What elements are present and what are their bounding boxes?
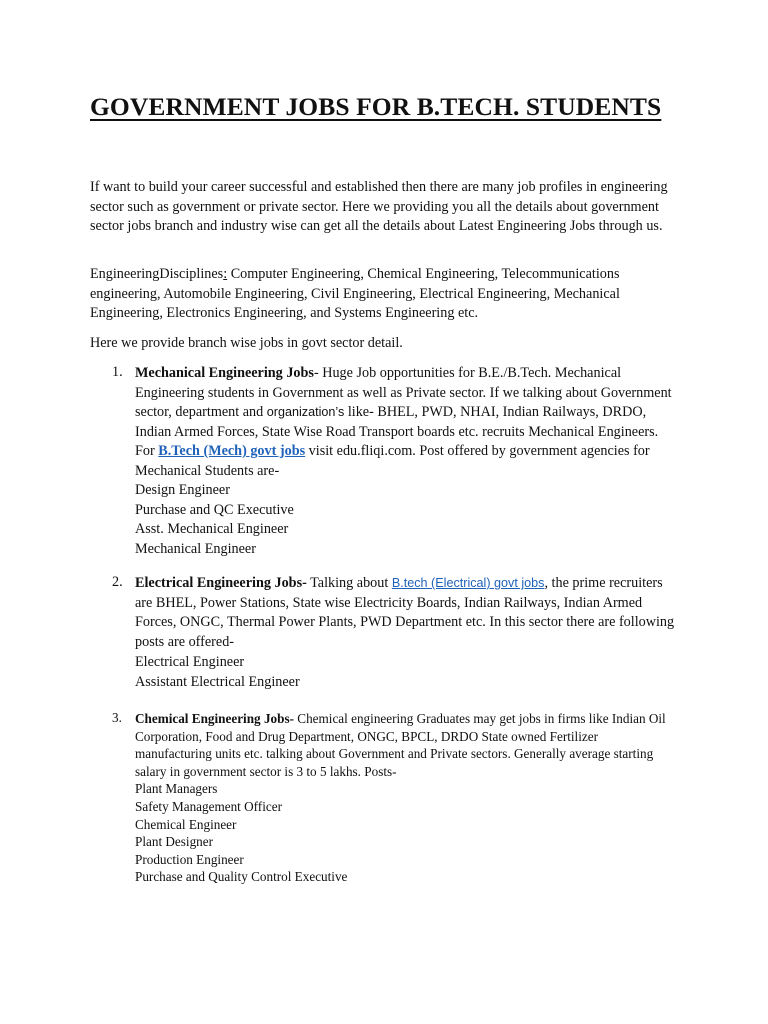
item-text: like- BHEL, PWD, NHAI, Indian Railways, DRDO, Indian Armed Forces, State Wise Road Transport boards etc. recruits Mechanical Engineers. For: [135, 404, 659, 459]
post-item: Purchase and Quality Control Executive: [135, 869, 348, 885]
post-item: Plant Designer: [135, 834, 214, 850]
disciplines-label: EngineeringDisciplines: [90, 266, 224, 282]
post-item: Chemical Engineer: [135, 816, 237, 832]
item-text: Chemical engineering Graduates may get jobs in firms like Indian Oil Corporation, Food and Drug Department, ONGC, BPCL, DRDO State owned Fertilizer manufacturing units etc. talking about Government and Private sectors. Generally average starting salary in government sector is 3 to 5 lakhs. Posts-: [135, 711, 666, 779]
list-number: 3.: [112, 710, 122, 725]
item-text: Talking about: [306, 575, 392, 591]
intro-paragraph: If want to build your career successful and established then there are many job profiles in engineering sector such as government or private sector. Here we providing you all the details about government sector jobs branch and industry wise can get all the details about Latest Engineering Jobs through us.: [90, 179, 668, 235]
post-item: Production Engineer: [135, 851, 244, 867]
item-body: [135, 364, 675, 559]
item-heading: Mechanical Engineering Jobs: [135, 365, 314, 381]
organization-word: organization’s: [266, 405, 345, 419]
post-item: Assistant Electrical Engineer: [135, 673, 300, 690]
list-number: 2.: [112, 574, 123, 590]
post-item: Design Engineer: [135, 482, 230, 498]
item-body: [135, 574, 675, 692]
post-item: Asst. Mechanical Engineer: [135, 521, 289, 537]
page-title: GOVERNMENT JOBS FOR B.TECH. STUDENTS: [90, 92, 662, 121]
item-body: [135, 710, 675, 886]
item-text: , the prime recruiters are BHEL, Power Stations, State wise Electricity Boards, Indian Railways, Indian Armed Forces, ONGC, Thermal Power Plants, PWD Department etc. In this sector there are following posts are offered-: [135, 575, 675, 651]
post-item: Plant Managers: [135, 781, 218, 797]
disciplines-colon: :: [223, 266, 228, 282]
electrical-govt-jobs-link[interactable]: B.tech (Electrical) govt jobs: [391, 576, 545, 590]
disciplines-text: Computer Engineering, Chemical Engineering, Telecommunications engineering, Automobile Engineering, Civil Engineering, Electrical Engineering, Mechanical Engineering, Electronics Engineering, and Systems Engineering etc.: [90, 266, 620, 322]
item-text: - Huge Job opportunities for B.E./B.Tech. Mechanical Engineering students in Government as well as Private sector. If we talking about Government sector, department and: [135, 365, 672, 420]
post-item: Safety Management Officer: [135, 798, 282, 814]
branch-intro: Here we provide branch wise jobs in govt sector detail.: [90, 335, 403, 351]
item-text: visit edu.fliqi.com. Post offered by government agencies for Mechanical Students are-: [135, 443, 650, 479]
item-heading: Electrical Engineering Jobs-: [135, 575, 307, 591]
mech-govt-jobs-link[interactable]: B.Tech (Mech) govt jobs: [158, 443, 306, 459]
post-item: Purchase and QC Executive: [135, 501, 294, 518]
disciplines-paragraph: [90, 265, 670, 324]
post-item: Mechanical Engineer: [135, 540, 256, 557]
post-item: Electrical Engineer: [135, 653, 245, 670]
list-number: 1.: [112, 364, 123, 380]
item-heading: Chemical Engineering Jobs-: [135, 711, 294, 726]
